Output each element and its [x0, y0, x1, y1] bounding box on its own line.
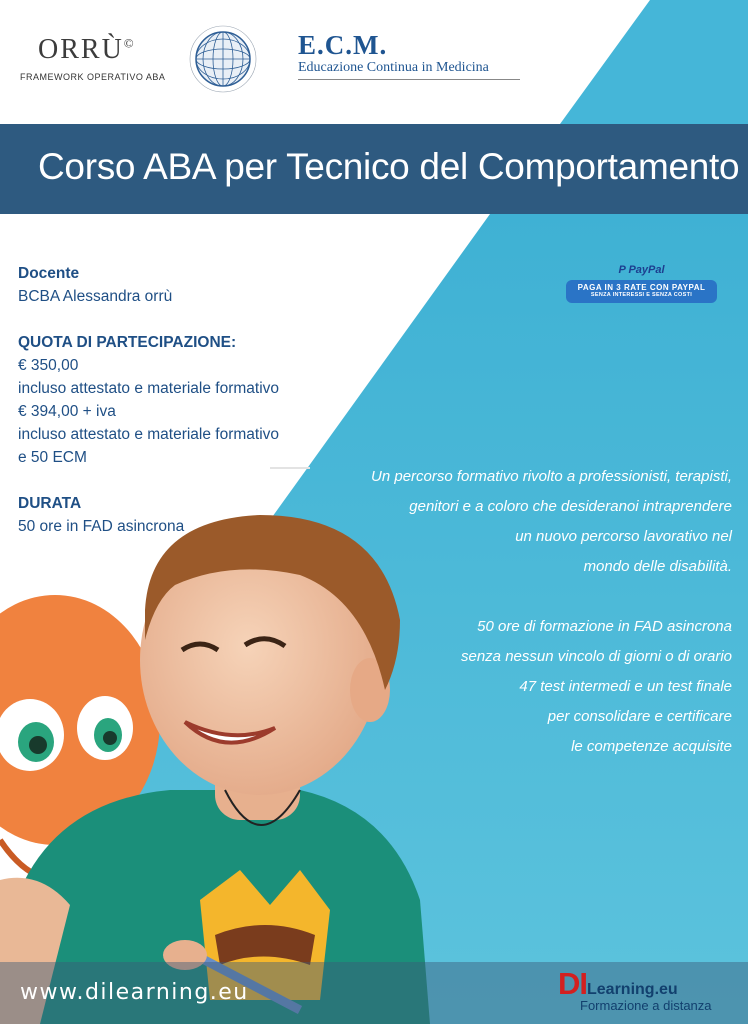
docente-label: Docente — [18, 265, 80, 282]
orru-logo — [38, 34, 136, 66]
description-line: genitori e a coloro che desideranoi intraprendere — [409, 498, 732, 515]
description-line: le competenze acquisite — [571, 738, 732, 755]
dilearning-logo-learning: Learning.eu — [587, 981, 678, 998]
quota-label: QUOTA DI PARTECIPAZIONE: — [18, 334, 237, 351]
quota-line: e 50 ECM — [18, 449, 87, 466]
dilearning-logo-di: DI — [558, 966, 587, 1001]
paypal-badge[interactable] — [566, 262, 717, 304]
course-title: Corso ABA per Tecnico del Comportamento — [38, 146, 740, 187]
website-link[interactable]: www.dilearning.eu — [20, 980, 249, 1005]
description-paragraph-1 — [332, 462, 732, 582]
quota-line: € 350,00 — [18, 357, 79, 374]
description-paragraph-2 — [332, 612, 732, 762]
description-line: per consolidare e certificare — [547, 708, 732, 725]
description-line: senza nessun vincolo di giorni o di orario — [461, 648, 732, 665]
durata-label: DURATA — [18, 495, 82, 512]
description-line: 50 ore di formazione in FAD asincrona — [477, 618, 732, 635]
ecm-subtitle: Educazione Continua in Medicina — [298, 60, 520, 80]
ecm-title: E.C.M. — [298, 30, 388, 60]
description-line: mondo delle disabilità. — [583, 558, 732, 575]
quota-line: incluso attestato e materiale formativo — [18, 380, 280, 397]
paypal-button[interactable] — [566, 280, 717, 303]
docente-value: BCBA Alessandra orrù — [18, 288, 173, 305]
description-line: 47 test intermedi e un test finale — [519, 678, 732, 695]
paypal-logo-icon: P PayPal — [618, 264, 665, 276]
durata-value: 50 ore in FAD asincrona — [18, 518, 185, 535]
description-line: un nuovo percorso lavorativo nel — [515, 528, 732, 545]
quota-line: incluso attestato e materiale formativo — [18, 426, 280, 443]
quota-line: € 394,00 + iva — [18, 403, 116, 420]
orru-copyright: © — [123, 35, 136, 51]
orru-logo-text: ORRÙ — [38, 34, 124, 65]
description-line: Un percorso formativo rivolto a professionisti, terapisti, — [371, 468, 732, 485]
dilearning-logo — [558, 962, 738, 1020]
globe-logo-icon — [188, 24, 258, 94]
paypal-line2: SENZA INTERESSI E SENZA COSTI — [590, 292, 693, 298]
paypal-line1: PAGA IN 3 RATE CON PAYPAL — [577, 283, 706, 292]
course-info — [18, 262, 318, 538]
orru-subtitle: FRAMEWORK OPERATIVO ABA — [20, 72, 166, 82]
dilearning-tagline: Formazione a distanza — [580, 998, 712, 1013]
